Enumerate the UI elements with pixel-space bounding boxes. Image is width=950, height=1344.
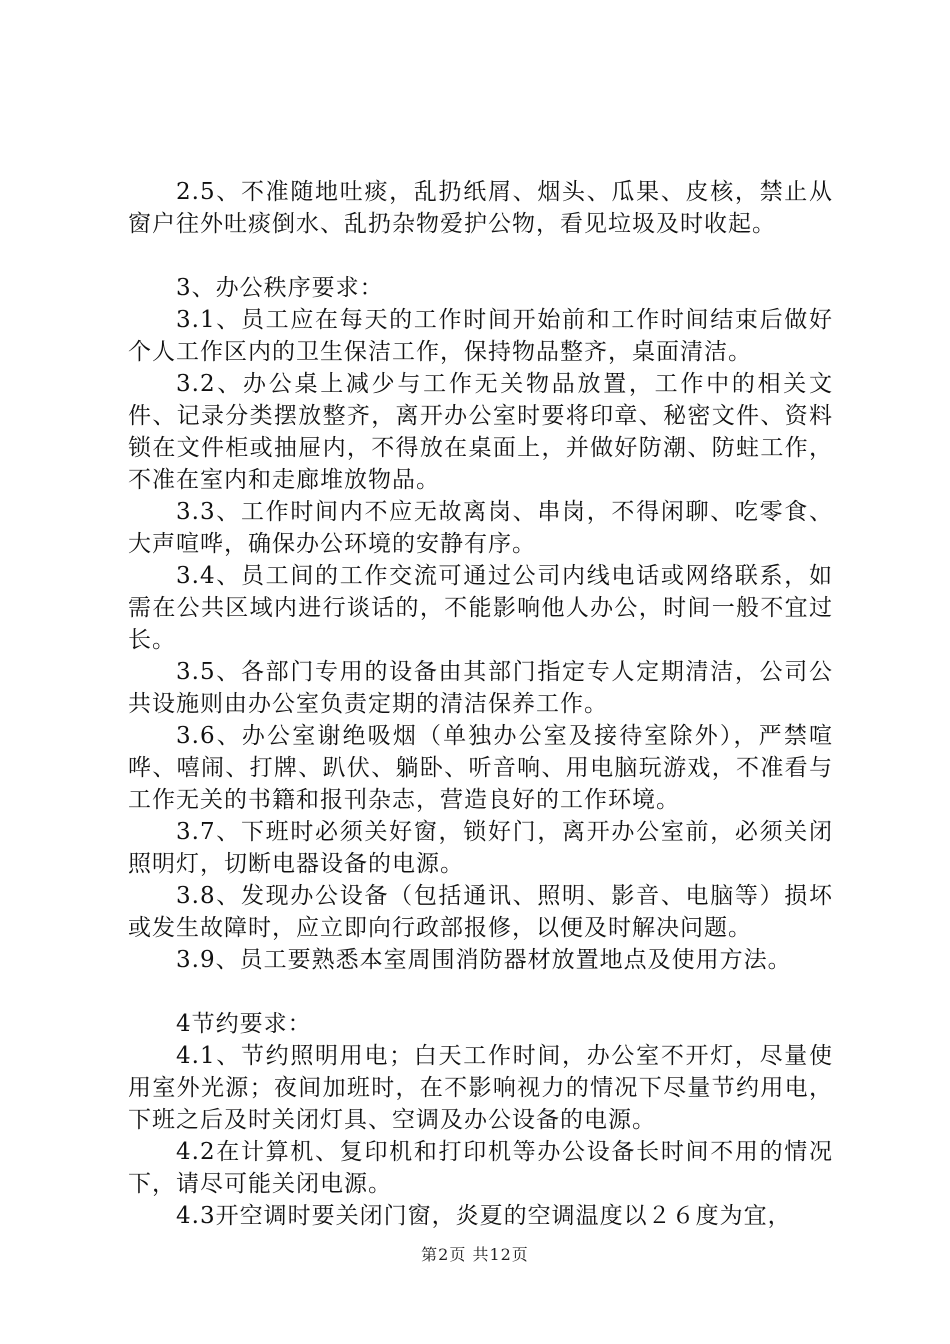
paragraph-3-9: 3.9、员工要熟悉本室周围消防器材放置地点及使用方法。 (176, 947, 792, 973)
paragraph-3-1: 3.1、员工应在每天的工作时间开始前和工作时间结束后做好个人工作区内的卫生保洁工作，保持物品整齐，桌面清洁。 (128, 307, 833, 365)
section-heading-3: 3、办公秩序要求： (176, 275, 384, 301)
paragraph-3-7: 3.7、下班时必须关好窗，锁好门，离开办公室前，必须关闭照明灯，切断电器设备的电源。 (128, 819, 833, 877)
document-body (128, 176, 833, 1232)
paragraph-3-8: 3.8、发现办公设备（包括通讯、照明、影音、电脑等）损坏或发生故障时，应立即向行政部报修，以便及时解决问题。 (128, 883, 833, 941)
paragraph-3-6: 3.6、办公室谢绝吸烟（单独办公室及接待室除外），严禁喧哗、嘻闹、打牌、趴伏、躺卧、听音响、用电脑玩游戏，不准看与工作无关的书籍和报刊杂志，营造良好的工作环境。 (128, 723, 833, 813)
paragraph-4-2: 4.2在计算机、复印机和打印机等办公设备长时间不用的情况下，请尽可能关闭电源。 (128, 1139, 833, 1197)
paragraph-3-5: 3.5、各部门专用的设备由其部门指定专人定期清洁，公司公共设施则由办公室负责定期的清洁保养工作。 (128, 659, 833, 717)
section-heading-4: 4节约要求： (176, 1011, 312, 1037)
paragraph-3-3: 3.3、工作时间内不应无故离岗、串岗，不得闲聊、吃零食、大声喧哗，确保办公环境的安静有序。 (128, 499, 833, 557)
paragraph-4-1: 4.1、节约照明用电；白天工作时间，办公室不开灯，尽量使用室外光源；夜间加班时，在不影响视力的情况下尽量节约用电，下班之后及时关闭灯具、空调及办公设备的电源。 (128, 1043, 833, 1133)
paragraph-4-3: 4.3开空调时要关闭门窗，炎夏的空调温度以２６度为宜， (176, 1203, 792, 1229)
paragraph-3-4: 3.4、员工间的工作交流可通过公司内线电话或网络联系，如需在公共区域内进行谈话的，不能影响他人办公，时间一般不宜过长。 (128, 563, 833, 653)
paragraph-2-5: 2.5、不准随地吐痰，乱扔纸屑、烟头、瓜果、皮核，禁止从窗户往外吐痰倒水、乱扔杂物爱护公物，看见垃圾及时收起。 (128, 179, 833, 237)
paragraph-3-2: 3.2、办公桌上减少与工作无关物品放置，工作中的相关文件、记录分类摆放整齐，离开办公室时要将印章、秘密文件、资料锁在文件柜或抽屉内，不得放在桌面上，并做好防潮、防蛀工作，不准在室内和走廊堆放物品。 (128, 371, 833, 493)
page-number-footer: 第2页 共12页 (421, 1245, 529, 1264)
